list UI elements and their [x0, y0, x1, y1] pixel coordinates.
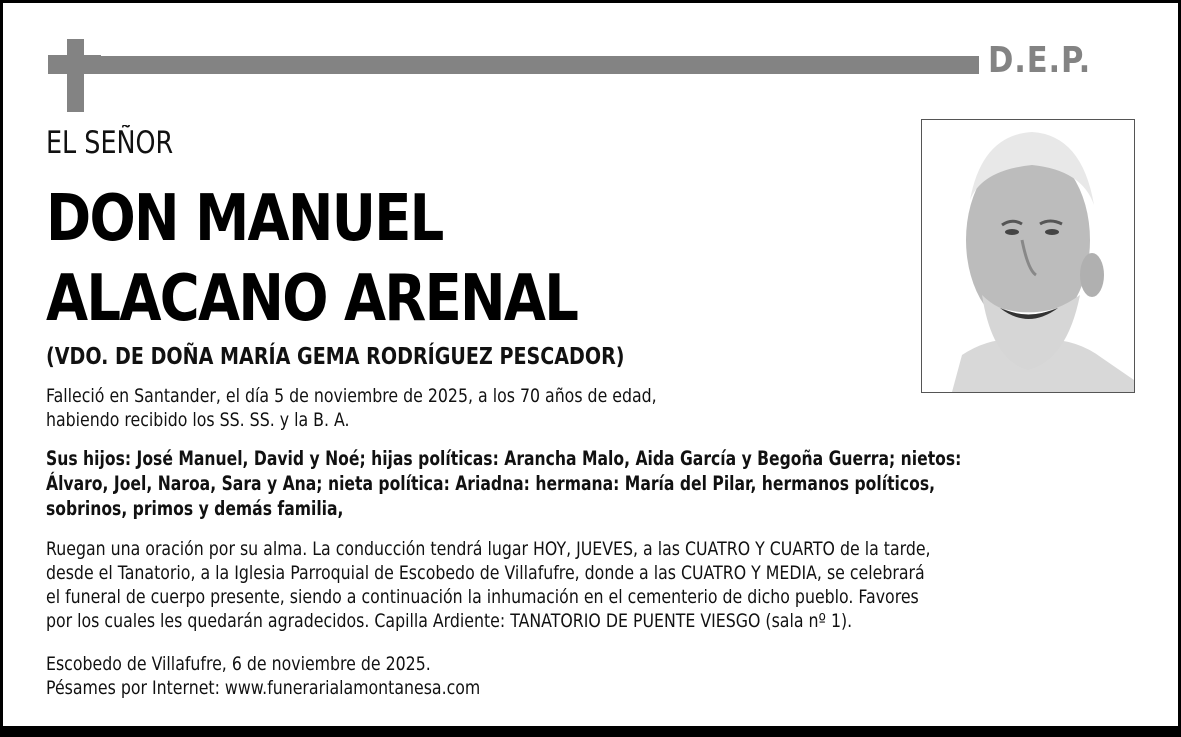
title-prefix: EL SEÑOR: [46, 125, 174, 161]
service-line: Ruegan una oración por su alma. La conducción tendrá lugar HOY, JUEVES, a las CUATRO Y CUARTO de la tarde,: [46, 538, 931, 560]
cross-icon: [67, 39, 84, 112]
obituary-card: [3, 3, 1178, 726]
dep-badge: D.E.P.: [988, 40, 1092, 81]
service-line: por los cuales les quedarán agradecidos. Capilla Ardiente: TANATORIO DE PUENTE VIESGO (sala nº 1).: [46, 610, 853, 632]
deceased-name: [46, 179, 577, 339]
service-line: desde el Tanatorio, a la Iglesia Parroquial de Escobedo de Villafufre, donde a las CUATRO Y MEDIA, se celebrará: [46, 562, 925, 584]
condolences-line: [46, 676, 480, 700]
name-line-1: DON MANUEL: [46, 182, 443, 256]
death-notice-line: habiendo recibido los SS. SS. y la B. A.: [46, 409, 350, 431]
website-link[interactable]: www.funerarialamontanesa.com: [224, 677, 481, 699]
death-notice: [46, 384, 657, 432]
death-notice-line: Falleció en Santander, el día 5 de noviembre de 2025, a los 70 años de edad,: [46, 385, 657, 407]
footer: [46, 652, 480, 700]
header-rule: [99, 56, 979, 74]
portrait-icon: [922, 120, 1134, 392]
name-line-2: ALACANO ARENAL: [46, 262, 578, 336]
widower-of: (VDO. DE DOÑA MARÍA GEMA RODRÍGUEZ PESCADOR): [46, 344, 625, 370]
family-list: [46, 446, 961, 521]
family-line: Sus hijos: José Manuel, David y Noé; hijas políticas: Arancha Malo, Aida García y Begoña Guerra; nietos:: [46, 447, 962, 470]
portrait-photo: [921, 119, 1135, 393]
family-line: sobrinos, primos y demás familia,: [46, 497, 344, 520]
family-line: Álvaro, Joel, Naroa, Sara y Ana; nieta política: Ariadna: hermana: María del Pilar, hermanos políticos,: [46, 472, 936, 495]
condolences-label: Pésames por Internet:: [46, 677, 225, 699]
service-details: [46, 537, 931, 633]
place-date: Escobedo de Villafufre, 6 de noviembre de 2025.: [46, 653, 431, 675]
service-line: el funeral de cuerpo presente, siendo a continuación la inhumación en el cementerio de dicho pueblo. Favores: [46, 586, 919, 608]
cross-icon-bar: [48, 55, 101, 74]
